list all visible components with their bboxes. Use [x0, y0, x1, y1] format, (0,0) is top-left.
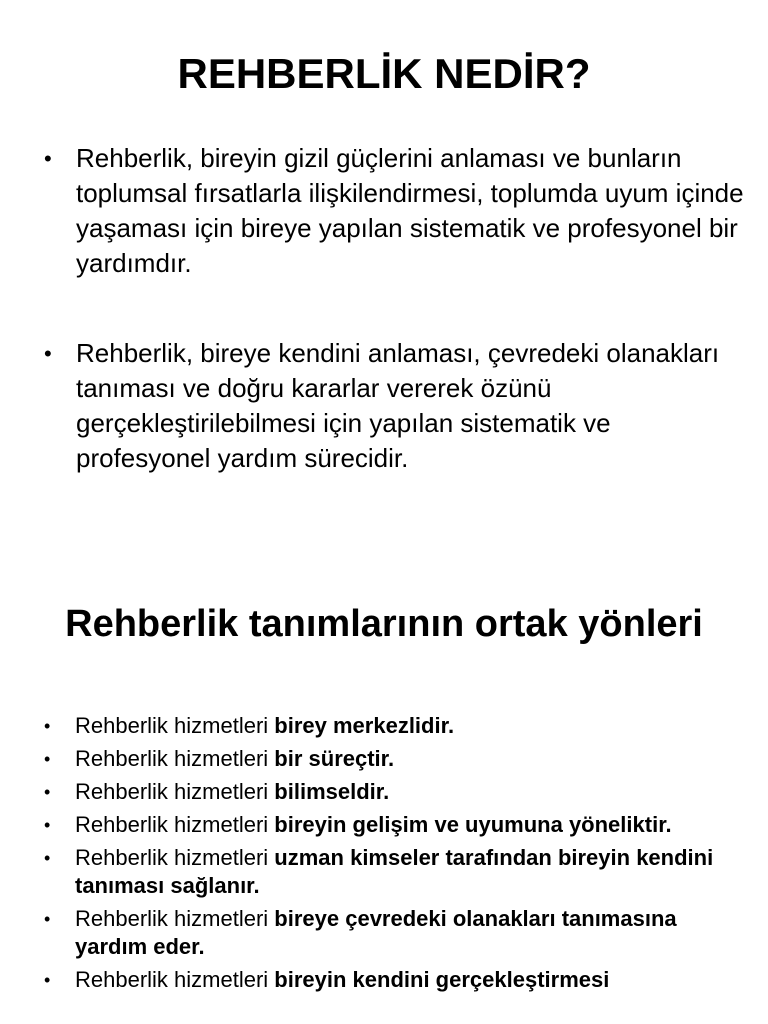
- section-title: Rehberlik tanımlarının ortak yönleri: [65, 603, 703, 645]
- bullet-icon: •: [44, 848, 51, 868]
- bullet-icon: •: [44, 341, 52, 366]
- aspect-emphasis: bireye çevredeki olanakları tanımasına yardım eder.: [75, 906, 677, 959]
- bullet-icon: •: [44, 749, 51, 769]
- common-aspects-list: [44, 712, 734, 999]
- aspect-emphasis: bireyin kendini gerçekleştirmesi: [274, 967, 610, 992]
- aspect-prefix: Rehberlik hizmetleri: [75, 713, 275, 738]
- aspect-prefix: Rehberlik hizmetleri: [75, 746, 275, 771]
- bullet-icon: •: [44, 970, 51, 990]
- aspect-emphasis: bir süreçtir.: [274, 746, 395, 771]
- aspect-emphasis: uzman kimseler tarafından bireyin kendini tanıması sağlanır.: [75, 845, 714, 898]
- aspect-item: [44, 745, 734, 773]
- aspect-prefix: Rehberlik hizmetleri: [75, 845, 275, 870]
- aspect-prefix: Rehberlik hizmetleri: [75, 906, 275, 931]
- definition-text: Rehberlik, bireye kendini anlaması, çevredeki olanakları tanıması ve doğru kararlar vererek özünü gerçekleştirilebilmesi için yapılan sistematik ve profesyonel yardım sürecidir.: [76, 338, 720, 473]
- aspect-item: [44, 778, 734, 806]
- definition-list: [44, 141, 744, 476]
- aspect-emphasis: bireyin gelişim ve uyumuna yöneliktir.: [274, 812, 672, 837]
- bullet-icon: •: [44, 146, 52, 171]
- aspect-prefix: Rehberlik hizmetleri: [75, 967, 275, 992]
- aspect-emphasis: birey merkezlidir.: [274, 713, 455, 738]
- aspect-item: [44, 844, 734, 900]
- bullet-icon: •: [44, 909, 51, 929]
- aspect-prefix: Rehberlik hizmetleri: [75, 779, 275, 804]
- aspect-item: [44, 712, 734, 740]
- bullet-icon: •: [44, 815, 51, 835]
- slide-title: REHBERLİK NEDİR?: [177, 50, 591, 97]
- aspect-prefix: Rehberlik hizmetleri: [75, 812, 275, 837]
- aspect-item: [44, 966, 734, 994]
- definition-text: Rehberlik, bireyin gizil güçlerini anlaması ve bunların toplumsal fırsatlarla ilişkilendirmesi, toplumda uyum içinde yaşaması için bireye yapılan sistematik ve profesyonel bir yardımdır.: [76, 143, 744, 278]
- aspect-item: [44, 811, 734, 839]
- bullet-icon: •: [44, 782, 51, 802]
- aspect-emphasis: bilimseldir.: [274, 779, 390, 804]
- definition-item: [44, 336, 744, 476]
- bullet-icon: •: [44, 716, 51, 736]
- aspect-item: [44, 905, 734, 961]
- definition-item: [44, 141, 744, 281]
